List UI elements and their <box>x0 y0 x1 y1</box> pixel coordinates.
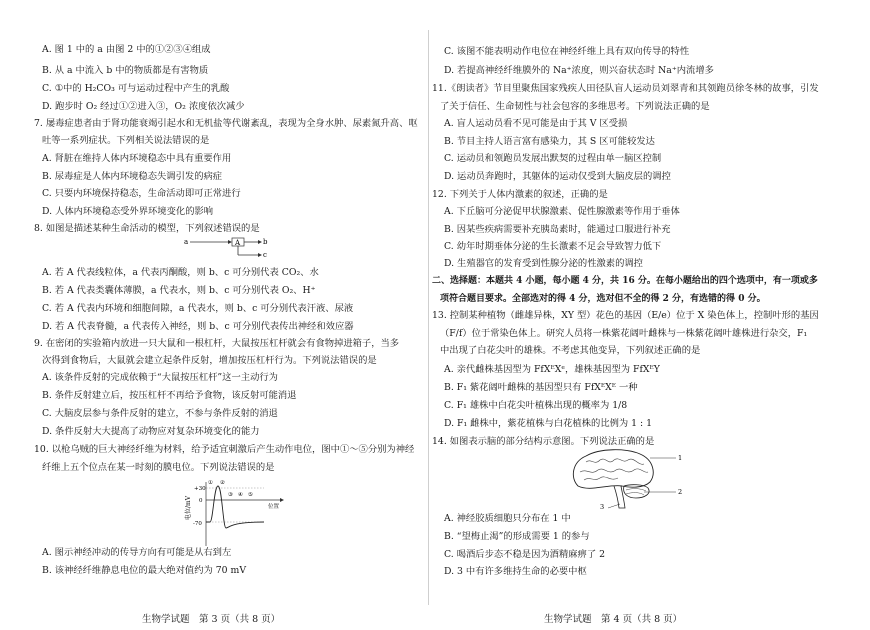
text-line: A. 该条件反射的完成依赖于“大鼠按压杠杆”这一主动行为 <box>42 372 278 383</box>
point-label: ③ <box>228 492 233 498</box>
text-line: B. 因某些疾病需要补充胰岛素时，能通过口服进行补充 <box>444 224 671 235</box>
text-line: A. 肾脏在维持人体内环境稳态中具有重要作用 <box>42 153 232 164</box>
point-label: ② <box>220 480 225 486</box>
text-line: B. 若 A 代表类囊体薄膜，a 代表水，则 b、c 可分别代表 O₂、H⁺ <box>42 285 316 296</box>
text-line: 中出现了白花尖叶的雄株。不考虑其他变异，下列叙述正确的是 <box>440 345 701 356</box>
left-page <box>34 0 426 630</box>
text-line: C. 该图不能表明动作电位在神经纤维上具有双向传导的特性 <box>444 46 690 57</box>
point-label: ⑤ <box>248 492 253 498</box>
question-14-stem: 14. 如图表示脑的部分结构示意图。下列说法正确的是 <box>432 436 655 447</box>
text-line: D. 3 中有许多维持生命的必要中枢 <box>444 566 587 577</box>
text-line: C. 只要内环境保持稳态，生命活动即可正常进行 <box>42 188 241 199</box>
model-label-a: a <box>184 238 189 246</box>
model-label-b: b <box>263 238 268 246</box>
model-label-A: A <box>235 239 241 247</box>
question-7-stem: 7. 屡毒症患者由于肾功能衰竭引起水和无机盐等代谢紊乱，表现为全身水肿、尿素氮升高、呕 <box>34 118 418 129</box>
text-line: D. 人体内环境稳态受外界环境变化的影响 <box>42 206 214 217</box>
action-potential-curve <box>206 486 264 528</box>
y-tick-label: +30 <box>194 486 206 492</box>
right-page <box>432 0 842 630</box>
question-10-stem: 10. 以枪乌贼的巨大神经纤维为材料，给予适宜刺激后产生动作电位，图中①～⑤分别为神经 <box>34 444 415 455</box>
model-label-c: c <box>263 251 267 259</box>
membrane-potential-figure <box>184 478 294 548</box>
text-line: B. F₁ 紫花阔叶雌株的基因型只有 FfXᴱXᴱ 一种 <box>444 382 638 393</box>
text-line: C. F₁ 雄株中白花尖叶植株出现的概率为 1/8 <box>444 400 628 411</box>
text-line: B. “望梅止渴”的形成需要 1 的参与 <box>444 531 590 542</box>
y-tick-label: 0 <box>199 498 203 504</box>
life-activity-model-figure <box>182 236 272 266</box>
section-2-heading-cont: 项符合题目要求。全部选对的得 4 分，选对但不全的得 2 分，有选错的得 0 分。 <box>440 294 766 304</box>
page-divider <box>428 30 429 605</box>
text-line: D. 生殖器官的发育受到性腺分泌的性激素的调控 <box>444 258 643 269</box>
point-label: ④ <box>238 492 243 498</box>
x-axis-label: 位置 <box>268 504 280 510</box>
text-line: D. 条件反射大大提高了动物应对复杂环境变化的能力 <box>42 426 260 437</box>
section-2-heading: 二、选择题：本题共 4 小题，每小题 4 分，共 16 分。在每小题给出的四个选项中，有一项或多 <box>432 276 818 286</box>
page-footer: 生物学试题 第 4 页（共 8 页） <box>544 614 683 625</box>
text-line: D. 运动员奔跑时，其躯体的运动仅受到大脑皮层的调控 <box>444 171 671 182</box>
text-line: C. ①中的 H₂CO₃ 可与运动过程中产生的乳酸 <box>42 83 230 94</box>
text-line: A. 若 A 代表线粒体，a 代表丙酮酸，则 b、c 可分别代表 CO₂、水 <box>42 267 319 278</box>
text-line: D. 若提高神经纤维膜外的 Na⁺浓度，则兴奋状态时 Na⁺内流增多 <box>444 65 714 76</box>
y-tick-label: -70 <box>193 521 202 527</box>
brain-label-1: 1 <box>678 454 683 462</box>
text-line: C. 若 A 代表内环境和细胞间隙，a 代表水，则 b、c 可分别代表汗液、尿液 <box>42 303 354 314</box>
text-line: B. 节目主持人语言富有感染力，其 S 区可能较发达 <box>444 136 655 147</box>
brain-label-2: 2 <box>678 488 683 496</box>
point-label: ① <box>208 480 213 486</box>
text-line: D. 若 A 代表脊髓，a 代表传入神经，则 b、c 可分别代表传出神经和效应器 <box>42 321 354 332</box>
text-line: 吐等一系列症状。下列相关说法错误的是 <box>42 135 210 146</box>
text-line: A. 下丘脑可分泌促甲状腺激素、促性腺激素等作用于垂体 <box>444 206 680 217</box>
text-line: D. F₁ 雌株中，紫花植株与白花植株的比例为 1 : 1 <box>444 418 653 429</box>
question-8-stem: 8. 如图是描述某种生命活动的模型，下列叙述错误的是 <box>34 223 260 234</box>
question-12-stem: 12. 下列关于人体内激素的叙述，正确的是 <box>432 189 608 200</box>
brain-label-3: 3 <box>600 503 605 510</box>
text-line: A. 亲代雌株基因型为 FfXᴱXᵉ，雄株基因型为 FfXᴱY <box>444 364 660 375</box>
text-line: D. 跑步时 O₂ 经过①②进入③，O₂ 浓度依次减少 <box>42 101 245 112</box>
question-13-stem: 13. 控制某种植物（雌雄异株，XY 型）花色的基因（E/e）位于 X 染色体上，控制叶形的基因 <box>432 310 819 321</box>
text-line: C. 大脑皮层参与条件反射的建立，不参与条件反射的消退 <box>42 408 278 419</box>
text-line: B. 该神经纤维静息电位的最大绝对值约为 70 mV <box>42 565 247 576</box>
cerebrum-outline <box>573 450 653 489</box>
text-line: B. 从 a 中流入 b 中的物质都是有害物质 <box>42 65 209 76</box>
page-footer: 生物学试题 第 3 页（共 8 页） <box>142 614 281 625</box>
text-line: （F/f）位于常染色体上。研究人员将一株紫花阔叶雌株与一株紫花阔叶雄株进行杂交，F₁ <box>440 328 808 339</box>
text-line: A. 图 1 中的 a 由图 2 中的①②③④组成 <box>42 44 211 55</box>
text-line: A. 图示神经冲动的传导方向有可能是从右到左 <box>42 547 232 558</box>
text-line: C. 幼年时期垂体分泌的生长激素不足会导致智力低下 <box>444 241 662 252</box>
question-11-stem: 11.《朗读者》节目里聚焦国家残疾人田径队盲人运动员刘翠青和其领跑员徐冬林的故事，引发 <box>432 83 819 94</box>
question-9-stem: 9. 在密闭的实验箱内放进一只大鼠和一根杠杆，大鼠按压杠杆就会有食物掉进箱子，当多 <box>34 338 400 349</box>
text-line: C. 喝酒后步态不稳是因为酒精麻痹了 2 <box>444 549 606 560</box>
text-line: 了关于信任、生命韧性与社会包容的多维思考。下列说法正确的是 <box>440 101 710 112</box>
text-line: C. 运动员和领跑员发展出默契的过程由单一脑区控制 <box>444 153 662 164</box>
text-line: B. 尿毒症是人体内环境稳态失调引发的病症 <box>42 171 223 182</box>
text-line: 次得到食物后，大鼠就会建立起条件反射，增加按压杠杆行为。下列说法错误的是 <box>42 355 377 366</box>
text-line: A. 盲人运动员看不见可能是由于其 V 区受损 <box>444 118 628 129</box>
text-line: B. 条件反射建立后，按压杠杆不再给予食物，该反射可能消退 <box>42 390 297 401</box>
text-line: 纤维上五个位点在某一时刻的膜电位。下列说法错误的是 <box>42 462 275 473</box>
brain-structure-figure <box>564 448 694 510</box>
y-axis-label: 电位/mV <box>185 495 192 520</box>
text-line: A. 神经胶质细胞只分布在 1 中 <box>444 513 571 524</box>
